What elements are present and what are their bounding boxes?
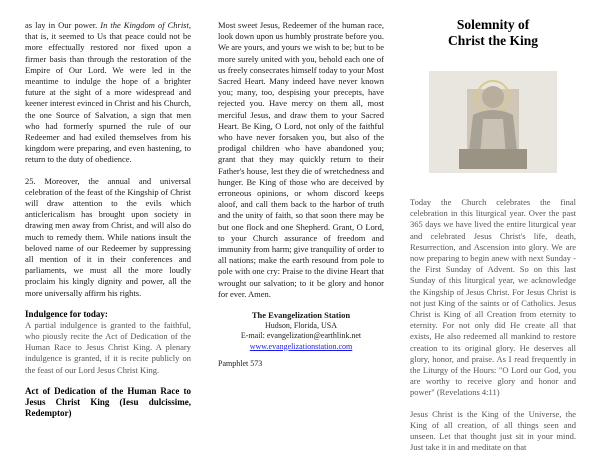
italic-phrase: In the Kingdom of Christ, — [100, 20, 191, 30]
column-left — [25, 20, 191, 419]
org-name: The Evangelization Station — [251, 310, 351, 321]
pamphlet-number: Pamphlet 573 — [218, 359, 263, 369]
title-line-2: Christ the King — [447, 33, 538, 48]
text-fragment: that is, it seemed to Us that peace could not be more effectually restored nor fixed upon a firmer basis than through the restoration of the Empire of Our Lord. We were led in the meantime to indulge the hope of a brighter future at the sight of a more widespread and keener interest evinced in Christ and his Church, the one Source of Salvation, a sign that men who had formerly spurned the rule of our Redeemer and had exiled themselves from his kingdom were preparing, and even hastening, to return to the duty of obedience. — [25, 31, 191, 165]
publisher-block — [218, 310, 384, 352]
text-fragment: as lay in Our power. — [25, 20, 101, 30]
org-location: Hudson, Florida, USA — [264, 320, 337, 330]
indulgence-text: A partial indulgence is granted to the faithful, who piously recite the Act of Dedication of the Human Race to Jesus Christ King. A plenary indulgence is granted, if it is recite publicly on the feast of our Lord Jesus Christ King. — [25, 319, 191, 375]
intro-paragraph: Today the Church celebrates the final celebration in this liturgical year. Over the past 365 days we have lived the entire liturgical year and celebrated Jesus Christ's life, death, Resurrection, and Ascension into glory. We are now preparing to begin anew with next Sunday - the First Sunday of Advent. So on this last Sunday of this liturgical year, we acknowledge the Kingship of Jesus Christ. For Jesus Christ is not just King of the saints or of Catholics. Jesus Christ is King of all Creation from eternity to eternity. For not only did He create all that exists, He also redeemed all mankind to restore creation to its original glory. He deserves all glory, honor, and praise. As I read frequently in the Liturgy of the Hours: "O Lord our God, you are worthy to receive glory and honor and power" (Revelations 4:11) — [410, 197, 576, 398]
column-middle — [218, 20, 384, 369]
column-right — [410, 0, 576, 463]
second-paragraph: Jesus Christ is the King of the Universe, the King of all creation, of all things seen and unseen. Let that thought just sit in your mind. Just take it in and meditate on that — [410, 408, 576, 453]
org-website-link[interactable]: www.evangelizationstation.com — [249, 341, 353, 351]
title-line-1: Solemnity of — [456, 17, 530, 32]
christ-enthroned-illustration — [429, 71, 557, 173]
encyclical-paragraph-25: 25. Moreover, the annual and universal celebration of the feast of the Kingship of Christ will draw attention to the evils which anticlericalism has brought upon society in drawing men away from Christ, and will also do much to remedy them. While nations insult the beloved name of our Redeemer by suppressing all mention of it in their conferences and parliaments, we must all the more loudly proclaim his kingly dignity and power, all the more universally affirm his rights. — [25, 175, 191, 298]
act-of-dedication-heading: Act of Dedication of the Human Race to Jesus Christ King (Iesu dulcissime, Redemptor) — [25, 385, 191, 418]
christ-the-king-image — [429, 71, 557, 173]
dedication-prayer: Most sweet Jesus, Redeemer of the human race, look down upon us humbly prostrate before you. We are yours, and yours we wish to be; but to be more surely united with you, behold each one of us freely consecrates himself today to your Most Sacred Heart. Many indeed have never known you; many, too, despising your precepts, have rejected you. Have mercy on them all, most merciful Jesus, and draw them to your Sacred Heart. Be King, O Lord, not only of the faithful who have never forsaken you, but also of the prodigal children who have abandoned you; grant that they may quickly return to their Father's house, lest they die of wretchedness and hunger. Be King of those who are deceived by erroneous opinions, or whom discord keeps aloof, and call them back to the harbor of truth and the unity of faith, so that soon there may be but one flock and one Shepherd. Grant, O Lord, to your Church assurance of freedom and immunity from harm; give tranquility of order to all nations; make the earth resound from pole to pole with one cry: Praise to the divine Heart that wrought our salvation; to it be glory and honor for ever. Amen. — [218, 20, 384, 299]
org-email[interactable]: E-mail: evangelization@earthlink.net — [240, 331, 362, 341]
indulgence-heading: Indulgence for today: — [25, 308, 108, 319]
encyclical-paragraph-24 — [25, 20, 191, 166]
page-title — [410, 0, 576, 49]
